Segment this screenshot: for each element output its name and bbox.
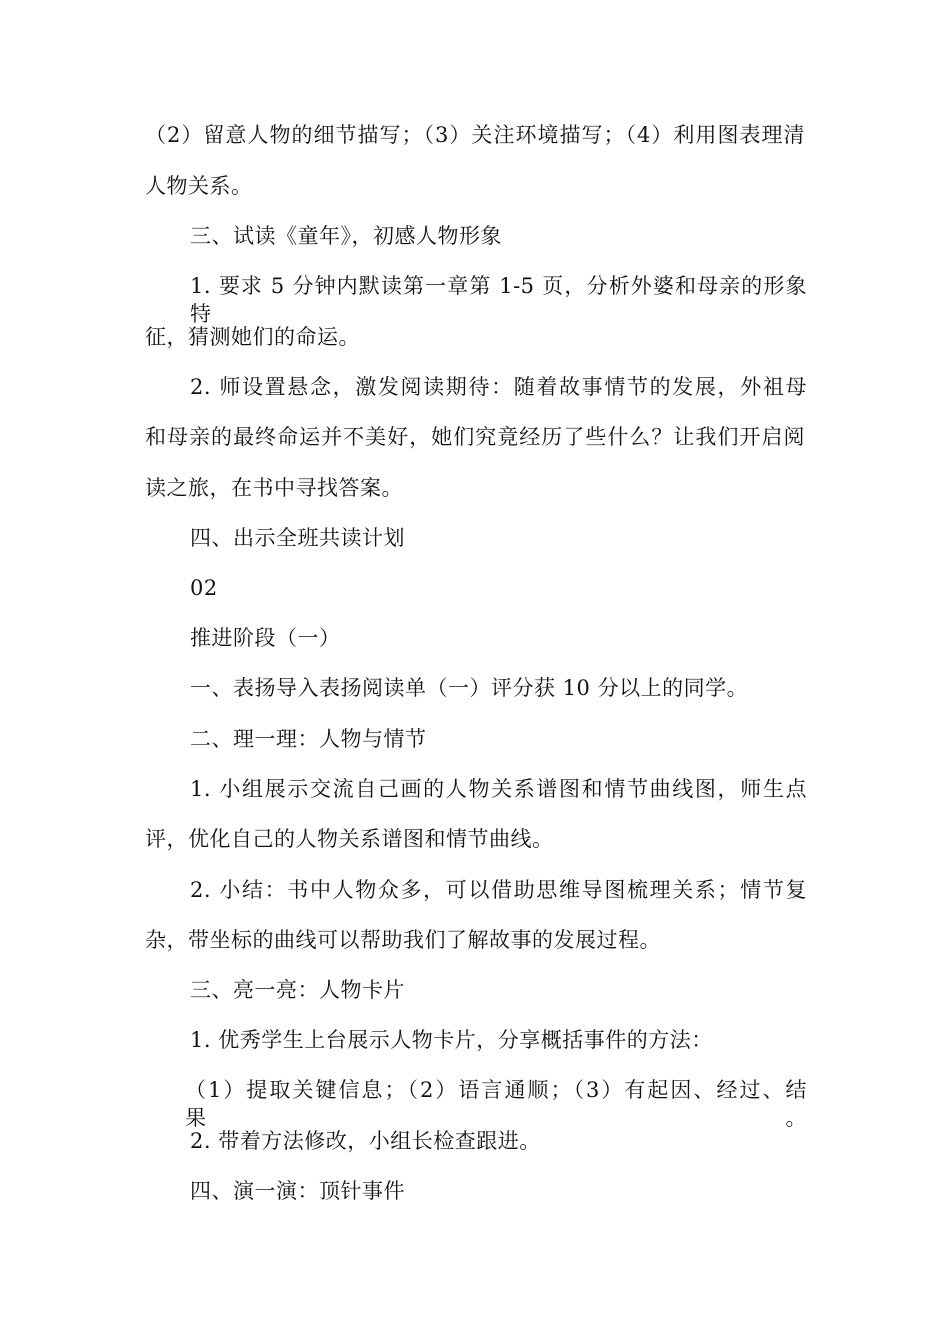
text-line: 1. 小组展示交流自己画的人物关系谱图和情节曲线图，师生点 <box>190 777 807 801</box>
text-line: 1. 优秀学生上台展示人物卡片，分享概括事件的方法： <box>190 1028 713 1052</box>
text-line: 人物关系。 <box>145 174 253 198</box>
section-heading: 一、表扬导入表扬阅读单（一）评分获 10 分以上的同学。 <box>190 676 749 700</box>
section-heading: 三、试读《童年》，初感人物形象 <box>190 224 502 248</box>
stage-number: 02 <box>190 576 218 600</box>
text-line: 2. 带着方法修改，小组长检查跟进。 <box>190 1129 541 1153</box>
text-line: 2. 师设置悬念，激发阅读期待：随着故事情节的发展，外祖母 <box>190 375 807 399</box>
text-line: （1）提取关键信息；（2）语言通顺；（3）有起因、经过、结果。 <box>185 1078 807 1130</box>
text-line: 评，优化自己的人物关系谱图和情节曲线。 <box>145 827 554 851</box>
section-heading: 三、亮一亮：人物卡片 <box>190 978 405 1002</box>
section-heading: 二、理一理：人物与情节 <box>190 727 427 751</box>
section-heading: 四、演一演：顶针事件 <box>190 1179 405 1203</box>
text-line: 2. 小结：书中人物众多，可以借助思维导图梳理关系；情节复 <box>190 878 807 902</box>
text-line: 征，猜测她们的命运。 <box>145 325 360 349</box>
text-line: 和母亲的最终命运并不美好，她们究竟经历了些什么？让我们开启阅 <box>145 425 805 449</box>
text-line: 1. 要求 5 分钟内默读第一章第 1-5 页，分析外婆和母亲的形象特 <box>190 274 807 326</box>
text-line: 读之旅，在书中寻找答案。 <box>145 476 403 500</box>
stage-title: 推进阶段（一） <box>190 626 341 650</box>
section-heading: 四、出示全班共读计划 <box>190 526 405 550</box>
text-line: （2）留意人物的细节描写；（3）关注环境描写；（4）利用图表理清 <box>145 123 805 147</box>
text-line: 杂，带坐标的曲线可以帮助我们了解故事的发展过程。 <box>145 928 661 952</box>
